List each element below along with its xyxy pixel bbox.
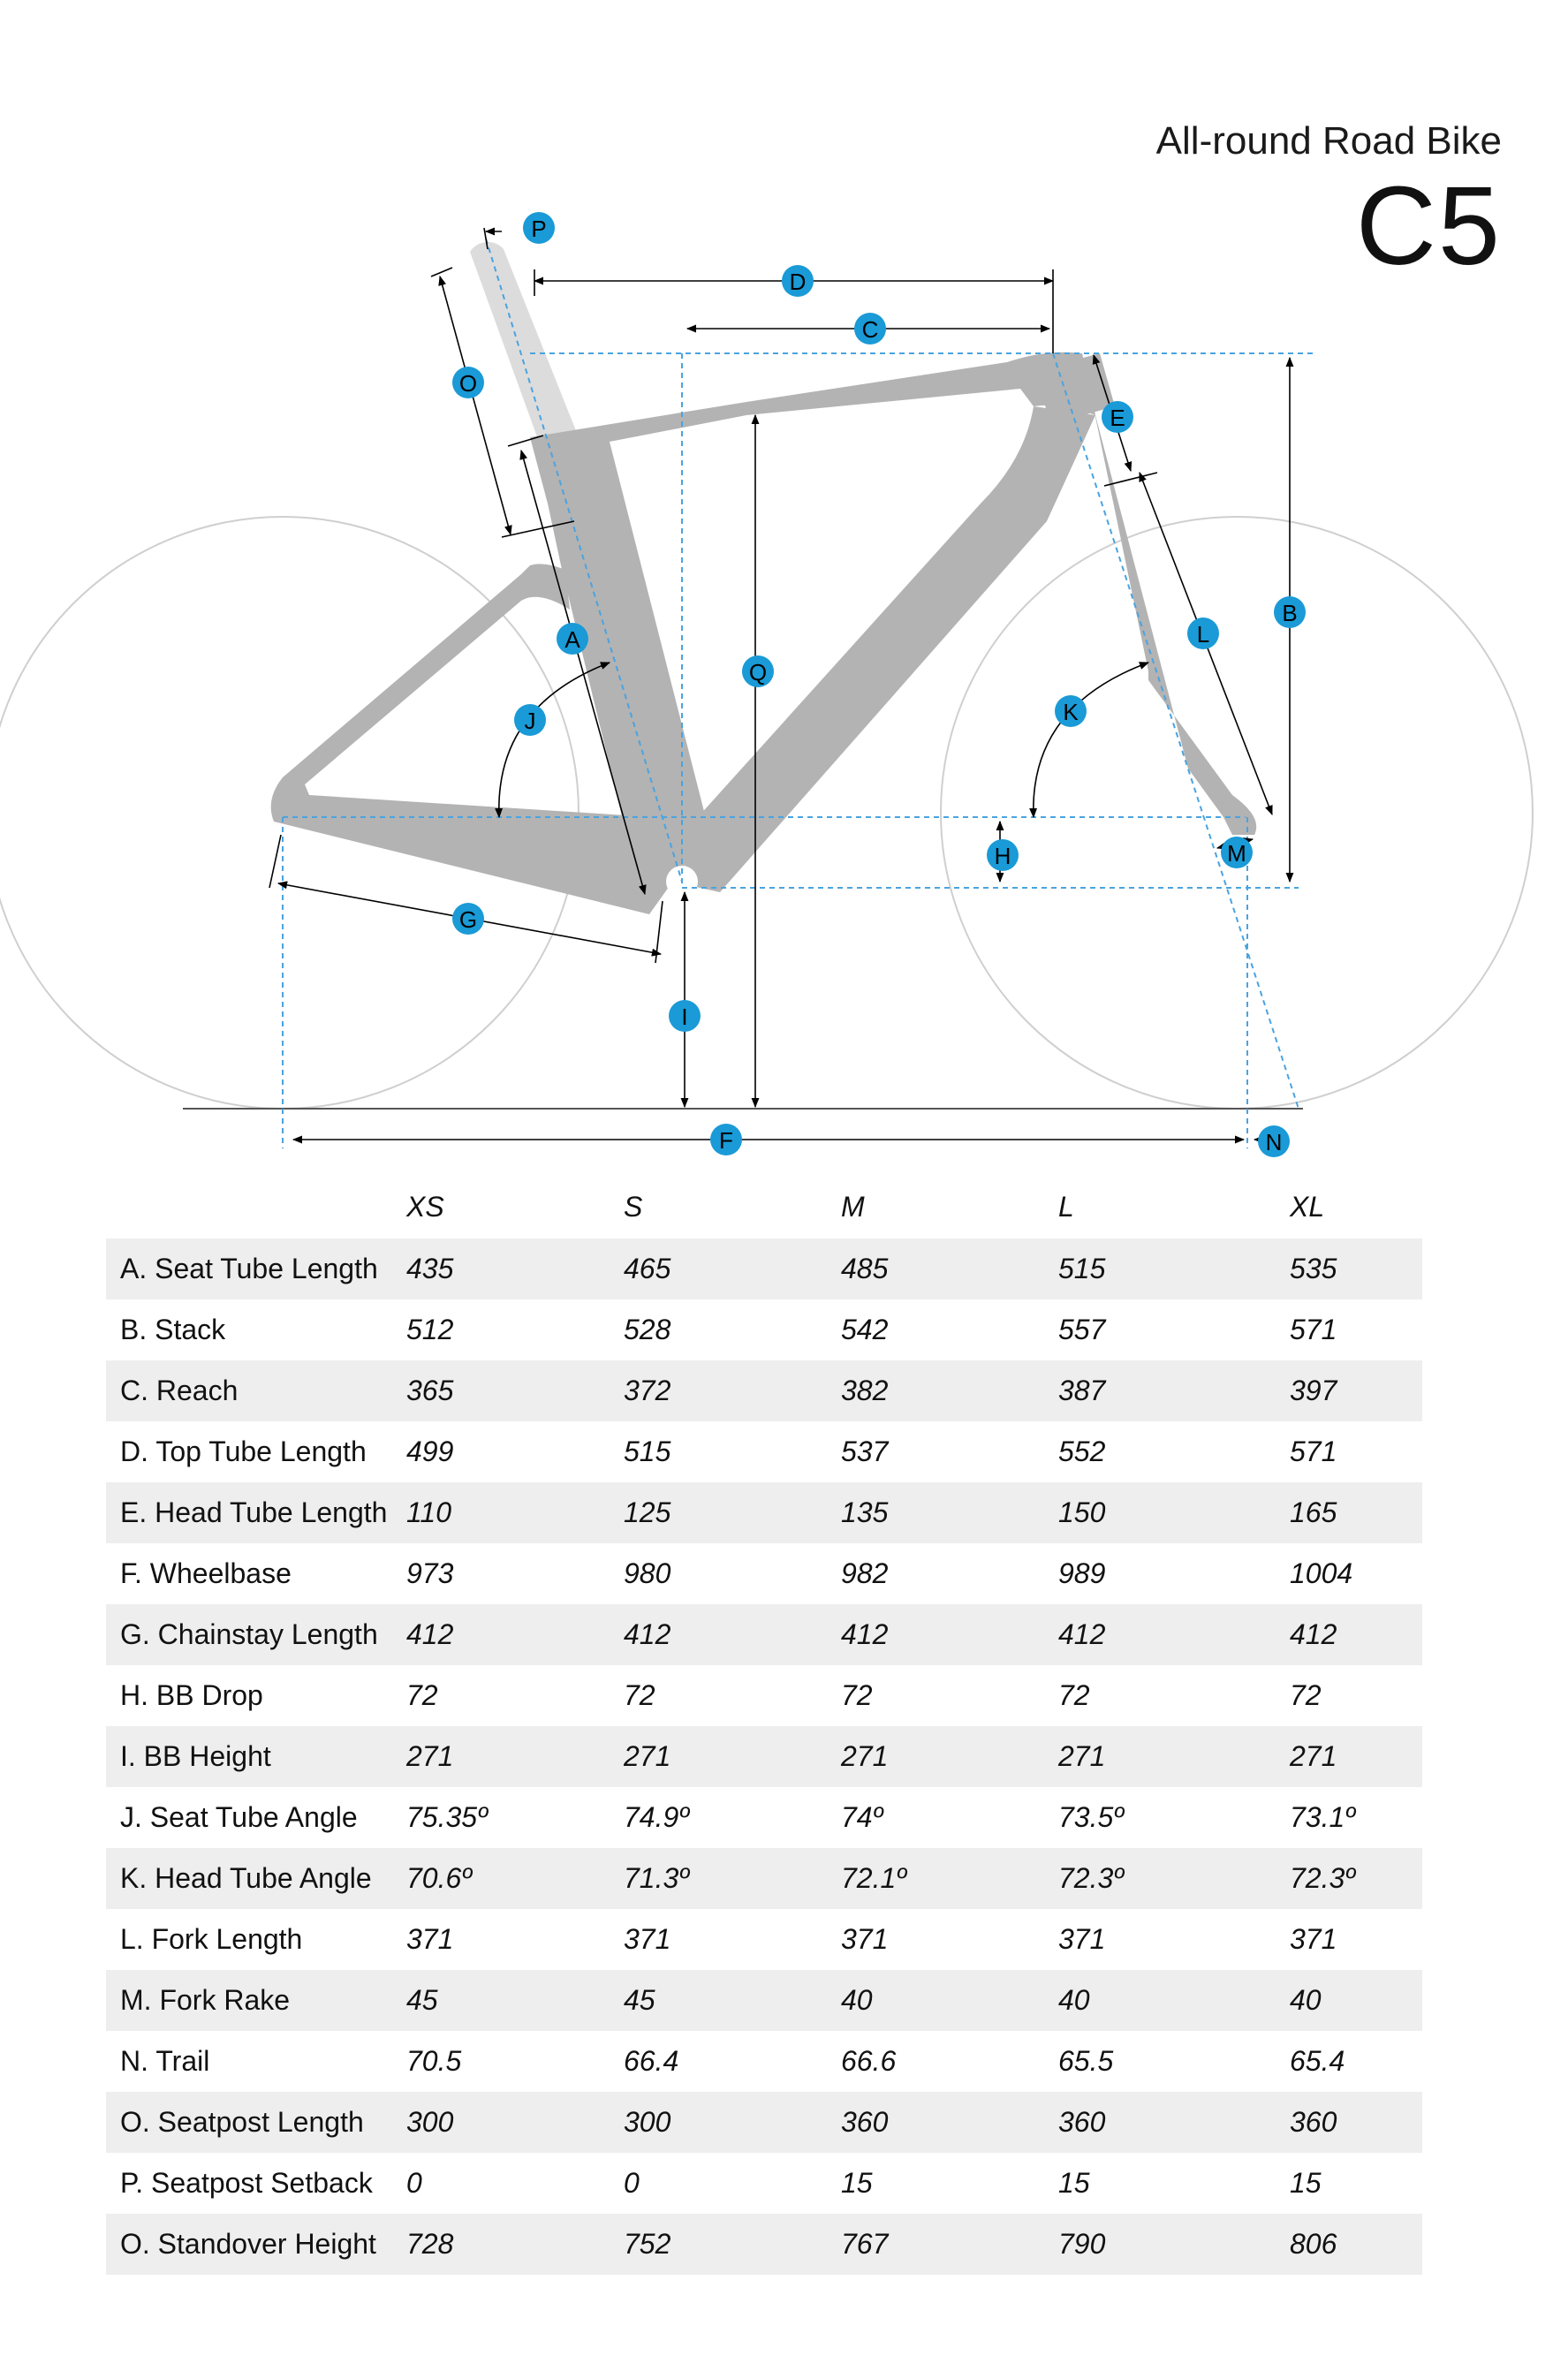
measurement-value: 66.4 [624, 2045, 679, 2077]
svg-text:B: B [1282, 600, 1298, 626]
measurement-value: 72 [406, 1679, 438, 1711]
table-row [106, 1787, 1422, 1848]
measurement-value: 40 [1290, 1984, 1322, 2016]
svg-text:J: J [524, 708, 536, 734]
measurement-value: 72 [1290, 1679, 1322, 1711]
marker-m-icon [1221, 837, 1253, 868]
measurement-label: D. Top Tube Length [120, 1435, 367, 1467]
table-row [106, 1970, 1422, 2031]
measurement-value: 412 [841, 1618, 889, 1650]
table-row [106, 2214, 1422, 2275]
size-header: M [841, 1190, 865, 1223]
measurement-value: 73.1º [1290, 1801, 1355, 1833]
measurement-value: 360 [1290, 2106, 1337, 2138]
geometry-table-body [106, 1239, 1422, 2275]
measurement-value: 45 [406, 1984, 438, 2016]
measurement-value: 65.4 [1290, 2045, 1345, 2077]
svg-text:A: A [564, 626, 580, 653]
seatpost [470, 242, 579, 442]
size-header: S [624, 1190, 643, 1223]
svg-text:M: M [1227, 840, 1246, 867]
measurement-label: I. BB Height [120, 1740, 271, 1772]
measurement-value: 752 [624, 2228, 671, 2260]
measurement-value: 371 [1058, 1923, 1106, 1955]
measurement-value: 74º [841, 1801, 883, 1833]
measurement-value: 72 [1058, 1679, 1090, 1711]
measurement-value: 982 [841, 1557, 889, 1589]
marker-d-icon [782, 265, 814, 297]
measurement-value: 371 [624, 1923, 671, 1955]
measurement-value: 1004 [1290, 1557, 1353, 1589]
measurement-value: 512 [406, 1314, 454, 1345]
measurement-label: H. BB Drop [120, 1679, 263, 1711]
measurement-value: 15 [1058, 2167, 1090, 2199]
svg-text:E: E [1110, 405, 1125, 431]
marker-c-icon [854, 313, 886, 345]
measurement-value: 271 [1058, 1740, 1106, 1772]
svg-text:G: G [458, 906, 478, 933]
measurement-value: 72 [841, 1679, 873, 1711]
measurement-value: 515 [1058, 1253, 1106, 1284]
measurement-value: 45 [624, 1984, 655, 2016]
geometry-diagram [0, 0, 1568, 1166]
measurement-value: 537 [841, 1435, 889, 1467]
bike-model-title: C5 [1355, 163, 1502, 288]
measurement-value: 360 [1058, 2106, 1106, 2138]
measurement-value: 465 [624, 1253, 671, 1284]
measurement-value: 371 [1290, 1923, 1337, 1955]
marker-i-icon [669, 1000, 701, 1032]
measurement-label: K. Head Tube Angle [120, 1862, 372, 1894]
measurement-value: 75.35º [406, 1801, 488, 1833]
marker-k-icon [1055, 695, 1087, 727]
measurement-value: 571 [1290, 1314, 1337, 1345]
measurement-value: 70.5 [406, 2045, 462, 2077]
marker-h-icon [987, 839, 1019, 871]
size-header: L [1058, 1190, 1074, 1223]
measurement-label: E. Head Tube Length [120, 1496, 388, 1528]
marker-e-icon [1102, 401, 1133, 433]
svg-text:H: H [994, 843, 1011, 869]
measurement-value: 499 [406, 1435, 454, 1467]
svg-text:P: P [531, 216, 547, 242]
measurement-value: 165 [1290, 1496, 1337, 1528]
measurement-value: 371 [841, 1923, 889, 1955]
measurement-value: 790 [1058, 2228, 1106, 2260]
measurement-value: 387 [1058, 1375, 1106, 1406]
measurement-value: 412 [624, 1618, 671, 1650]
measurement-value: 135 [841, 1496, 889, 1528]
svg-text:I: I [681, 1004, 688, 1030]
svg-text:N: N [1265, 1129, 1283, 1155]
table-row [106, 2153, 1422, 2214]
measurement-value: 15 [1290, 2167, 1322, 2199]
measurement-value: 365 [406, 1375, 454, 1406]
measurement-value: 70.6º [406, 1862, 472, 1894]
svg-text:F: F [719, 1127, 733, 1154]
table-row [106, 1482, 1422, 1543]
svg-text:C: C [861, 316, 879, 343]
measurement-label: M. Fork Rake [120, 1984, 291, 2016]
measurement-value: 73.5º [1058, 1801, 1124, 1833]
measurement-label: L. Fork Length [120, 1923, 303, 1955]
measurement-value: 412 [1290, 1618, 1337, 1650]
geometry-table [106, 1175, 1422, 2275]
marker-a-icon [557, 623, 588, 655]
svg-text:Q: Q [748, 659, 768, 686]
measurement-value: 72.3º [1290, 1862, 1355, 1894]
measurement-value: 372 [624, 1375, 671, 1406]
table-row [106, 1909, 1422, 1970]
measurement-label: A. Seat Tube Length [120, 1253, 378, 1284]
marker-f-icon [710, 1124, 742, 1155]
marker-q-icon [742, 655, 774, 687]
measurement-value: 72.3º [1058, 1862, 1124, 1894]
measurement-value: 980 [624, 1557, 671, 1589]
measurement-value: 300 [406, 2106, 454, 2138]
measurement-value: 71.3º [624, 1862, 689, 1894]
measurement-value: 412 [406, 1618, 454, 1650]
measurement-label: J. Seat Tube Angle [120, 1801, 358, 1833]
svg-text:D: D [789, 269, 807, 295]
measurement-value: 65.5 [1058, 2045, 1114, 2077]
measurement-value: 382 [841, 1375, 889, 1406]
measurement-label: C. Reach [120, 1375, 239, 1406]
measurement-label: F. Wheelbase [120, 1557, 292, 1589]
measurement-value: 72 [624, 1679, 655, 1711]
measurement-value: 40 [1058, 1984, 1090, 2016]
measurement-value: 435 [406, 1253, 454, 1284]
measurement-value: 110 [406, 1496, 452, 1528]
measurement-value: 397 [1290, 1375, 1337, 1406]
measurement-value: 528 [624, 1314, 671, 1345]
table-row [106, 1239, 1422, 1299]
measurement-value: 515 [624, 1435, 671, 1467]
table-row [106, 1726, 1422, 1787]
measurement-value: 552 [1058, 1435, 1106, 1467]
marker-n-icon [1258, 1125, 1290, 1157]
measurement-value: 0 [406, 2167, 422, 2199]
marker-o-icon [452, 367, 484, 398]
marker-l-icon [1187, 617, 1219, 649]
measurement-value: 485 [841, 1253, 889, 1284]
measurement-value: 72.1º [841, 1862, 906, 1894]
svg-text:L: L [1196, 621, 1210, 648]
table-row [106, 1543, 1422, 1604]
measurement-label: O. Seatpost Length [120, 2106, 364, 2138]
measurement-label: B. Stack [120, 1314, 226, 1345]
measurement-label: G. Chainstay Length [120, 1618, 378, 1650]
marker-g-icon [452, 903, 484, 935]
measurement-label: P. Seatpost Setback [120, 2167, 373, 2199]
size-header: XL [1290, 1190, 1325, 1223]
measurement-value: 412 [1058, 1618, 1106, 1650]
measurement-value: 806 [1290, 2228, 1337, 2260]
measurement-value: 271 [1290, 1740, 1337, 1772]
measurement-value: 40 [841, 1984, 873, 2016]
measurement-value: 371 [406, 1923, 454, 1955]
measurement-value: 66.6 [841, 2045, 897, 2077]
measurement-value: 150 [1058, 1496, 1106, 1528]
measurement-value: 557 [1058, 1314, 1106, 1345]
measurement-value: 767 [841, 2228, 889, 2260]
measurement-value: 74.9º [624, 1801, 689, 1833]
svg-text:K: K [1063, 699, 1079, 725]
table-row [106, 2092, 1422, 2153]
measurement-value: 535 [1290, 1253, 1337, 1284]
table-row [106, 1665, 1422, 1726]
svg-text:O: O [458, 370, 478, 397]
table-row [106, 1848, 1422, 1909]
measurement-value: 125 [624, 1496, 671, 1528]
table-row [106, 1421, 1422, 1482]
table-row [106, 2031, 1422, 2092]
measurement-label: N. Trail [120, 2045, 210, 2077]
table-row [106, 1604, 1422, 1665]
measurement-value: 15 [841, 2167, 873, 2199]
marker-p-icon [523, 212, 555, 244]
header-blank [106, 1175, 406, 1239]
table-row [106, 1299, 1422, 1360]
bike-frame [271, 352, 1257, 914]
size-header-row [106, 1175, 1422, 1239]
size-header: XS [406, 1190, 444, 1223]
measurement-value: 360 [841, 2106, 889, 2138]
measurement-value: 271 [406, 1740, 454, 1772]
measurement-value: 271 [624, 1740, 671, 1772]
measurement-value: 973 [406, 1557, 454, 1589]
table-row [106, 1360, 1422, 1421]
measurement-value: 542 [841, 1314, 889, 1345]
marker-j-icon [514, 704, 546, 736]
measurement-label: O. Standover Height [120, 2228, 376, 2260]
measurement-value: 728 [406, 2228, 454, 2260]
measurement-value: 571 [1290, 1435, 1337, 1467]
measurement-value: 300 [624, 2106, 671, 2138]
measurement-value: 271 [841, 1740, 889, 1772]
marker-b-icon [1274, 596, 1306, 628]
measurement-value: 989 [1058, 1557, 1106, 1589]
measurement-value: 0 [624, 2167, 640, 2199]
bike-category: All-round Road Bike [1155, 119, 1502, 163]
